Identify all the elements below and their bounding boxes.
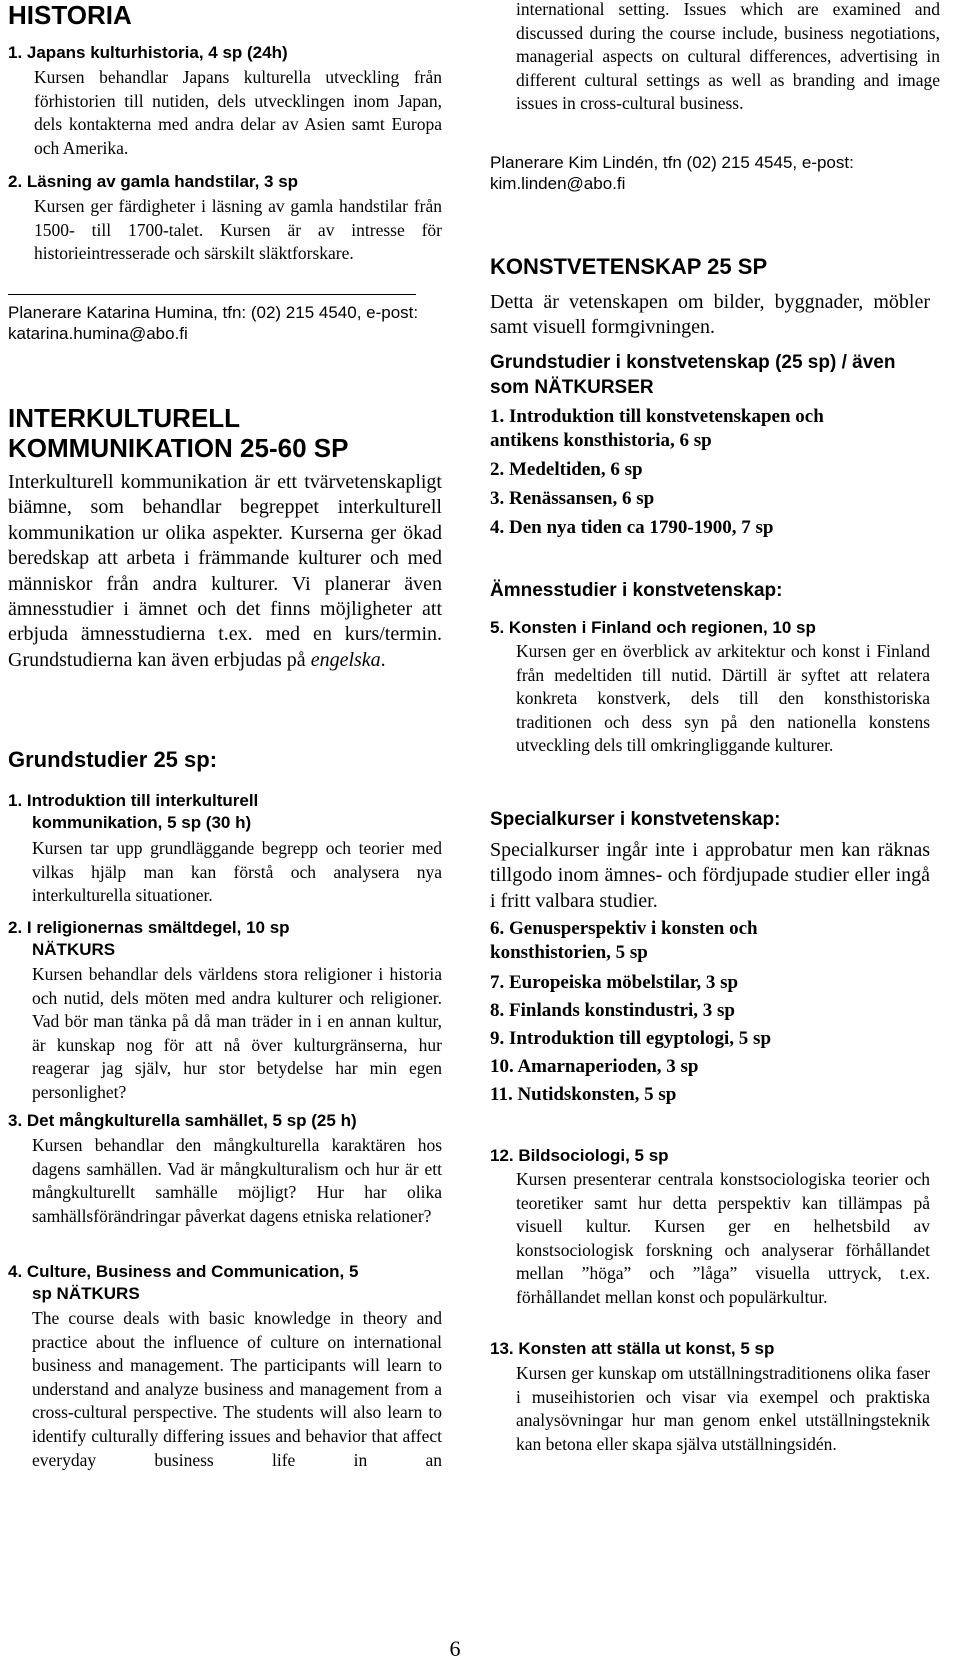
course2-title: 2. Läsning av gamla handstilar, 3 sp [8,172,299,191]
kv-amnesstudier-heading: Ämnesstudier i konstvetenskap: [490,580,783,601]
interkulturell-heading-line1: INTERKULTURELL [8,403,241,433]
kv11-title: 11. Nutidskonsten, 5 sp [490,1084,677,1105]
kv-specialkurser-desc: Specialkurser ingår inte i approbatur men kan räknas tillgodo inom ämnes- och fördjupade studier eller ingå i fritt valbara studier. [490,839,930,912]
kv-specialkurser-heading: Specialkurser i konstvetenskap: [490,809,781,830]
ik4-desc: The course deals with basic knowledge in theory and practice about the influence of culture on international business and management. The participants will learn to understand and analyze business and management from a cross-cultural perspective. The students will also learn to identify culturally differing issues and behavior that affect everyday business life in an [32,1308,442,1470]
kv2-title: 2. Medeltiden, 6 sp [490,459,643,480]
ik3-desc: Kursen behandlar den mångkulturella karaktären hos dagens samhällen. Vad är mångkulturalism och hur är ett mångkulturellt samhälle möjligt? Hur har olika samhällsförändringar påverkat dagens etniska relationer? [32,1135,442,1226]
interkulturell-heading-line2: KOMMUNIKATION 25-60 SP [8,433,349,463]
kv13-desc: Kursen ger kunskap om utställningstraditionens olika faser i museihistorien och visar via exempel och praktiska analysövningar hur man genom enkel utställningsteknik kan betona eller skapa själva utställningsidén. [516,1363,930,1454]
interkulturell-contact: Planerare Kim Lindén, tfn (02) 215 4545, e-post: kim.linden@abo.fi [490,153,854,193]
course1-desc: Kursen behandlar Japans kulturella utveckling från förhistorien till nutiden, dels utvecklingen inom Japan, dels kontakterna med andra delar av Asien samt Europa och Amerika. [34,67,442,158]
ik1-title-line2: kommunikation, 5 sp (30 h) [32,813,252,832]
ik1-desc: Kursen tar upp grundläggande begrepp och teorier med vilkas hjälp man kan förstå och analysera nya interkulturella situationer. [32,838,442,906]
course2-desc: Kursen ger färdigheter i läsning av gamla handstilar från 1500- till 1700-talet. Kursen är av intresse för historieintresserade och särskilt släktforskare. [34,196,442,264]
page-number: 6 [449,1636,461,1661]
interkulturell-intro-english: engelska [310,648,381,671]
kv12-title: 12. Bildsociologi, 5 sp [490,1146,669,1165]
interkulturell-intro-period: . [380,648,386,671]
kv8-title: 8. Finlands konstindustri, 3 sp [490,1000,735,1021]
kv4-title: 4. Den nya tiden ca 1790-1900, 7 sp [490,517,774,538]
kv1-title-line1: 1. Introduktion till konstvetenskapen och [490,406,824,427]
kv6-title-line1: 6. Genusperspektiv i konsten och [490,918,758,939]
grundstudier-heading: Grundstudier 25 sp: [8,747,218,772]
konstvetenskap-heading: KONSTVETENSKAP 25 SP [490,254,768,279]
ik2-title-line2: NÄTKURS [32,940,116,959]
historia-heading: HISTORIA [8,0,132,30]
ik4-desc-continued: international setting. Issues which are examined and discussed during the course include, business negotiations, managerial aspects on cultural differences, advertising in different cultural settings as well as branding and image issues in cross-cultural business. [516,0,940,114]
divider-line [8,294,416,295]
kv3-title: 3. Renässansen, 6 sp [490,488,655,509]
kv-grundstudier-heading: Grundstudier i konstvetenskap (25 sp) / även som NÄTKURSER [490,352,896,398]
ik1-title-line1: 1. Introduktion till interkulturell [8,791,259,810]
kv5-title: 5. Konsten i Finland och regionen, 10 sp [490,618,816,637]
kv7-title: 7. Europeiska möbelstilar, 3 sp [490,972,739,993]
ik4-title-line2: sp NÄTKURS [32,1284,140,1303]
historia-contact: Planerare Katarina Humina, tfn: (02) 215 4540, e-post: katarina.humina@abo.fi [8,303,419,343]
ik3-title: 3. Det mångkulturella samhället, 5 sp (25 h) [8,1111,357,1130]
ik4-title-line1: 4. Culture, Business and Communication, 5 [8,1262,359,1281]
kv5-desc: Kursen ger en överblick av arkitektur och konst i Finland från medeltiden till nutid. Därtill är syftet att relatera konkreta konstverk, dels till den konsthistoriska traditionen och dess syn på den nationella konstens utveckling dels till omkringliggande kulturer. [516,641,930,756]
kv10-title: 10. Amarnaperioden, 3 sp [490,1056,699,1077]
ik2-desc: Kursen behandlar dels världens stora religioner i historia och nutid, dels möten med andra kulturer och religioner. Vad bör man tänka på då man träder in i en annan kultur, är kunskap nog för att nå över kulturgränserna, hur reagerar jag själv, hur stor betydelse har min egen personlighet? [32,964,442,1102]
course1-title: 1. Japans kulturhistoria, 4 sp (24h) [8,43,288,62]
kv9-title: 9. Introduktion till egyptologi, 5 sp [490,1028,772,1049]
ik2-title-line1: 2. I religionernas smältdegel, 10 sp [8,918,290,937]
kv13-title: 13. Konsten att ställa ut konst, 5 sp [490,1339,775,1358]
kv12-desc: Kursen presenterar centrala konstsociologiska teorier och teoretiker samt hur detta perspektiv kan tillämpas på visuell kultur. Kursen ger en helhetsbild av konstsociologisk forskning och analyserar förhållandet mellan ”höga” och ”låga” visuella uttryck, t.ex. förhållandet mellan konst och populärkultur. [516,1169,930,1307]
kv6-title-line2: konsthistorien, 5 sp [490,942,648,963]
interkulturell-intro [8,470,442,673]
konstvetenskap-intro: Detta är vetenskapen om bilder, byggnader, möbler samt visuell formgivningen. [490,291,930,339]
kv1-title-line2: antikens konsthistoria, 6 sp [490,430,712,451]
interkulturell-intro-text: Interkulturell kommunikation är ett tvärvetenskapligt biämne, som behandlar begreppet interkulturell kommunikation ur olika aspekter. Kurserna ger ökad beredskap att arbeta i främmande kulturer och med människor från andra kulturer. Vi planerar även ämnesstudier i ämnet och det finns möjligheter att erbjuda ämnesstudierna t.ex. med en kurs/termin. Grundstudierna kan även erbjudas på [8,471,442,671]
